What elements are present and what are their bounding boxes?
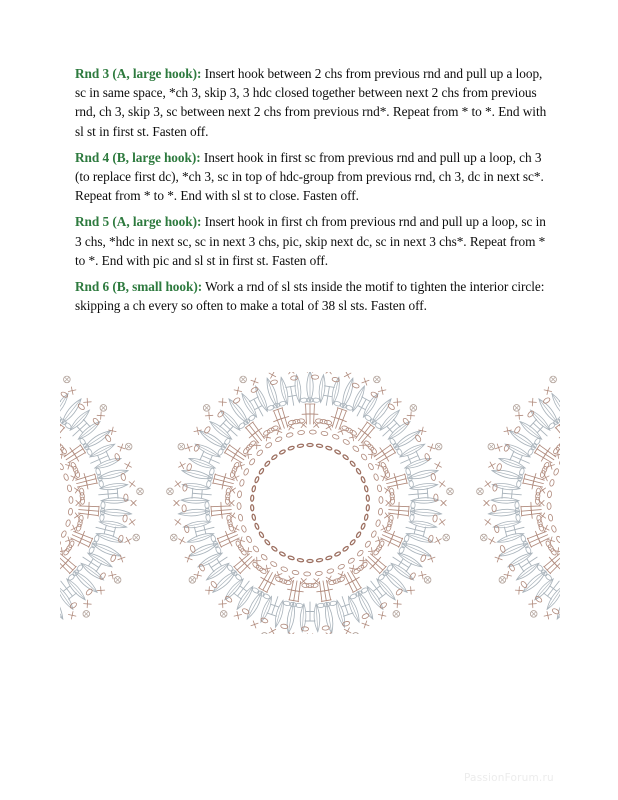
left-partial-motif [60, 372, 143, 634]
rnd3-body: Insert hook between 2 chs from previous rnd and pull up a loop, sc in same space, *ch 3, skip 3, 3 hdc closed together between next 2 chs from previous rnd, ch 3, skip 3, sc between next 2 chs from previous rnd*. Repeat from * to *. End with sl st in first st. Fasten off. [75, 66, 547, 139]
rnd5-body: Insert hook in first ch from previous rnd and pull up a loop, sc in 3 chs, *hdc in next sc, sc in next 3 chs, pic, skip next dc, sc in next 3 chs*. Repeat from * to *. End with pic and sl st in first st. Fasten off. [75, 214, 546, 268]
site-watermark: PassionForum.ru [464, 772, 554, 784]
instruction-paragraph-rnd5 [75, 212, 552, 270]
instructions-text-block [75, 64, 552, 315]
instruction-paragraph-rnd4 [75, 148, 552, 206]
instruction-paragraph-rnd3 [75, 64, 552, 141]
crochet-chart-svg [60, 372, 560, 634]
instruction-paragraph-rnd6 [75, 277, 552, 315]
crochet-motif-chart [60, 372, 560, 634]
center-motif [167, 372, 454, 634]
rnd6-heading: Rnd 6 (B, small hook): [75, 279, 203, 295]
rnd3-heading: Rnd 3 (A, large hook): [75, 66, 202, 81]
rnd6-body: Work a rnd of sl sts inside the motif to tighten the interior circle: skipping a ch every so often to make a total of 38 sl sts. Fasten off. [75, 279, 545, 314]
right-partial-motif [477, 372, 560, 634]
rnd4-body: Insert hook in first sc from previous rnd and pull up a loop, ch 3 (to replace first dc), *ch 3, sc in top of hdc-group from previous rnd, ch 3, dc in next sc*. Repeat from * to *. End with sl st to close. Fasten off. [75, 149, 544, 204]
rnd4-heading: Rnd 4 (B, large hook): [75, 149, 201, 165]
rnd5-heading: Rnd 5 (A, large hook): [75, 214, 202, 230]
